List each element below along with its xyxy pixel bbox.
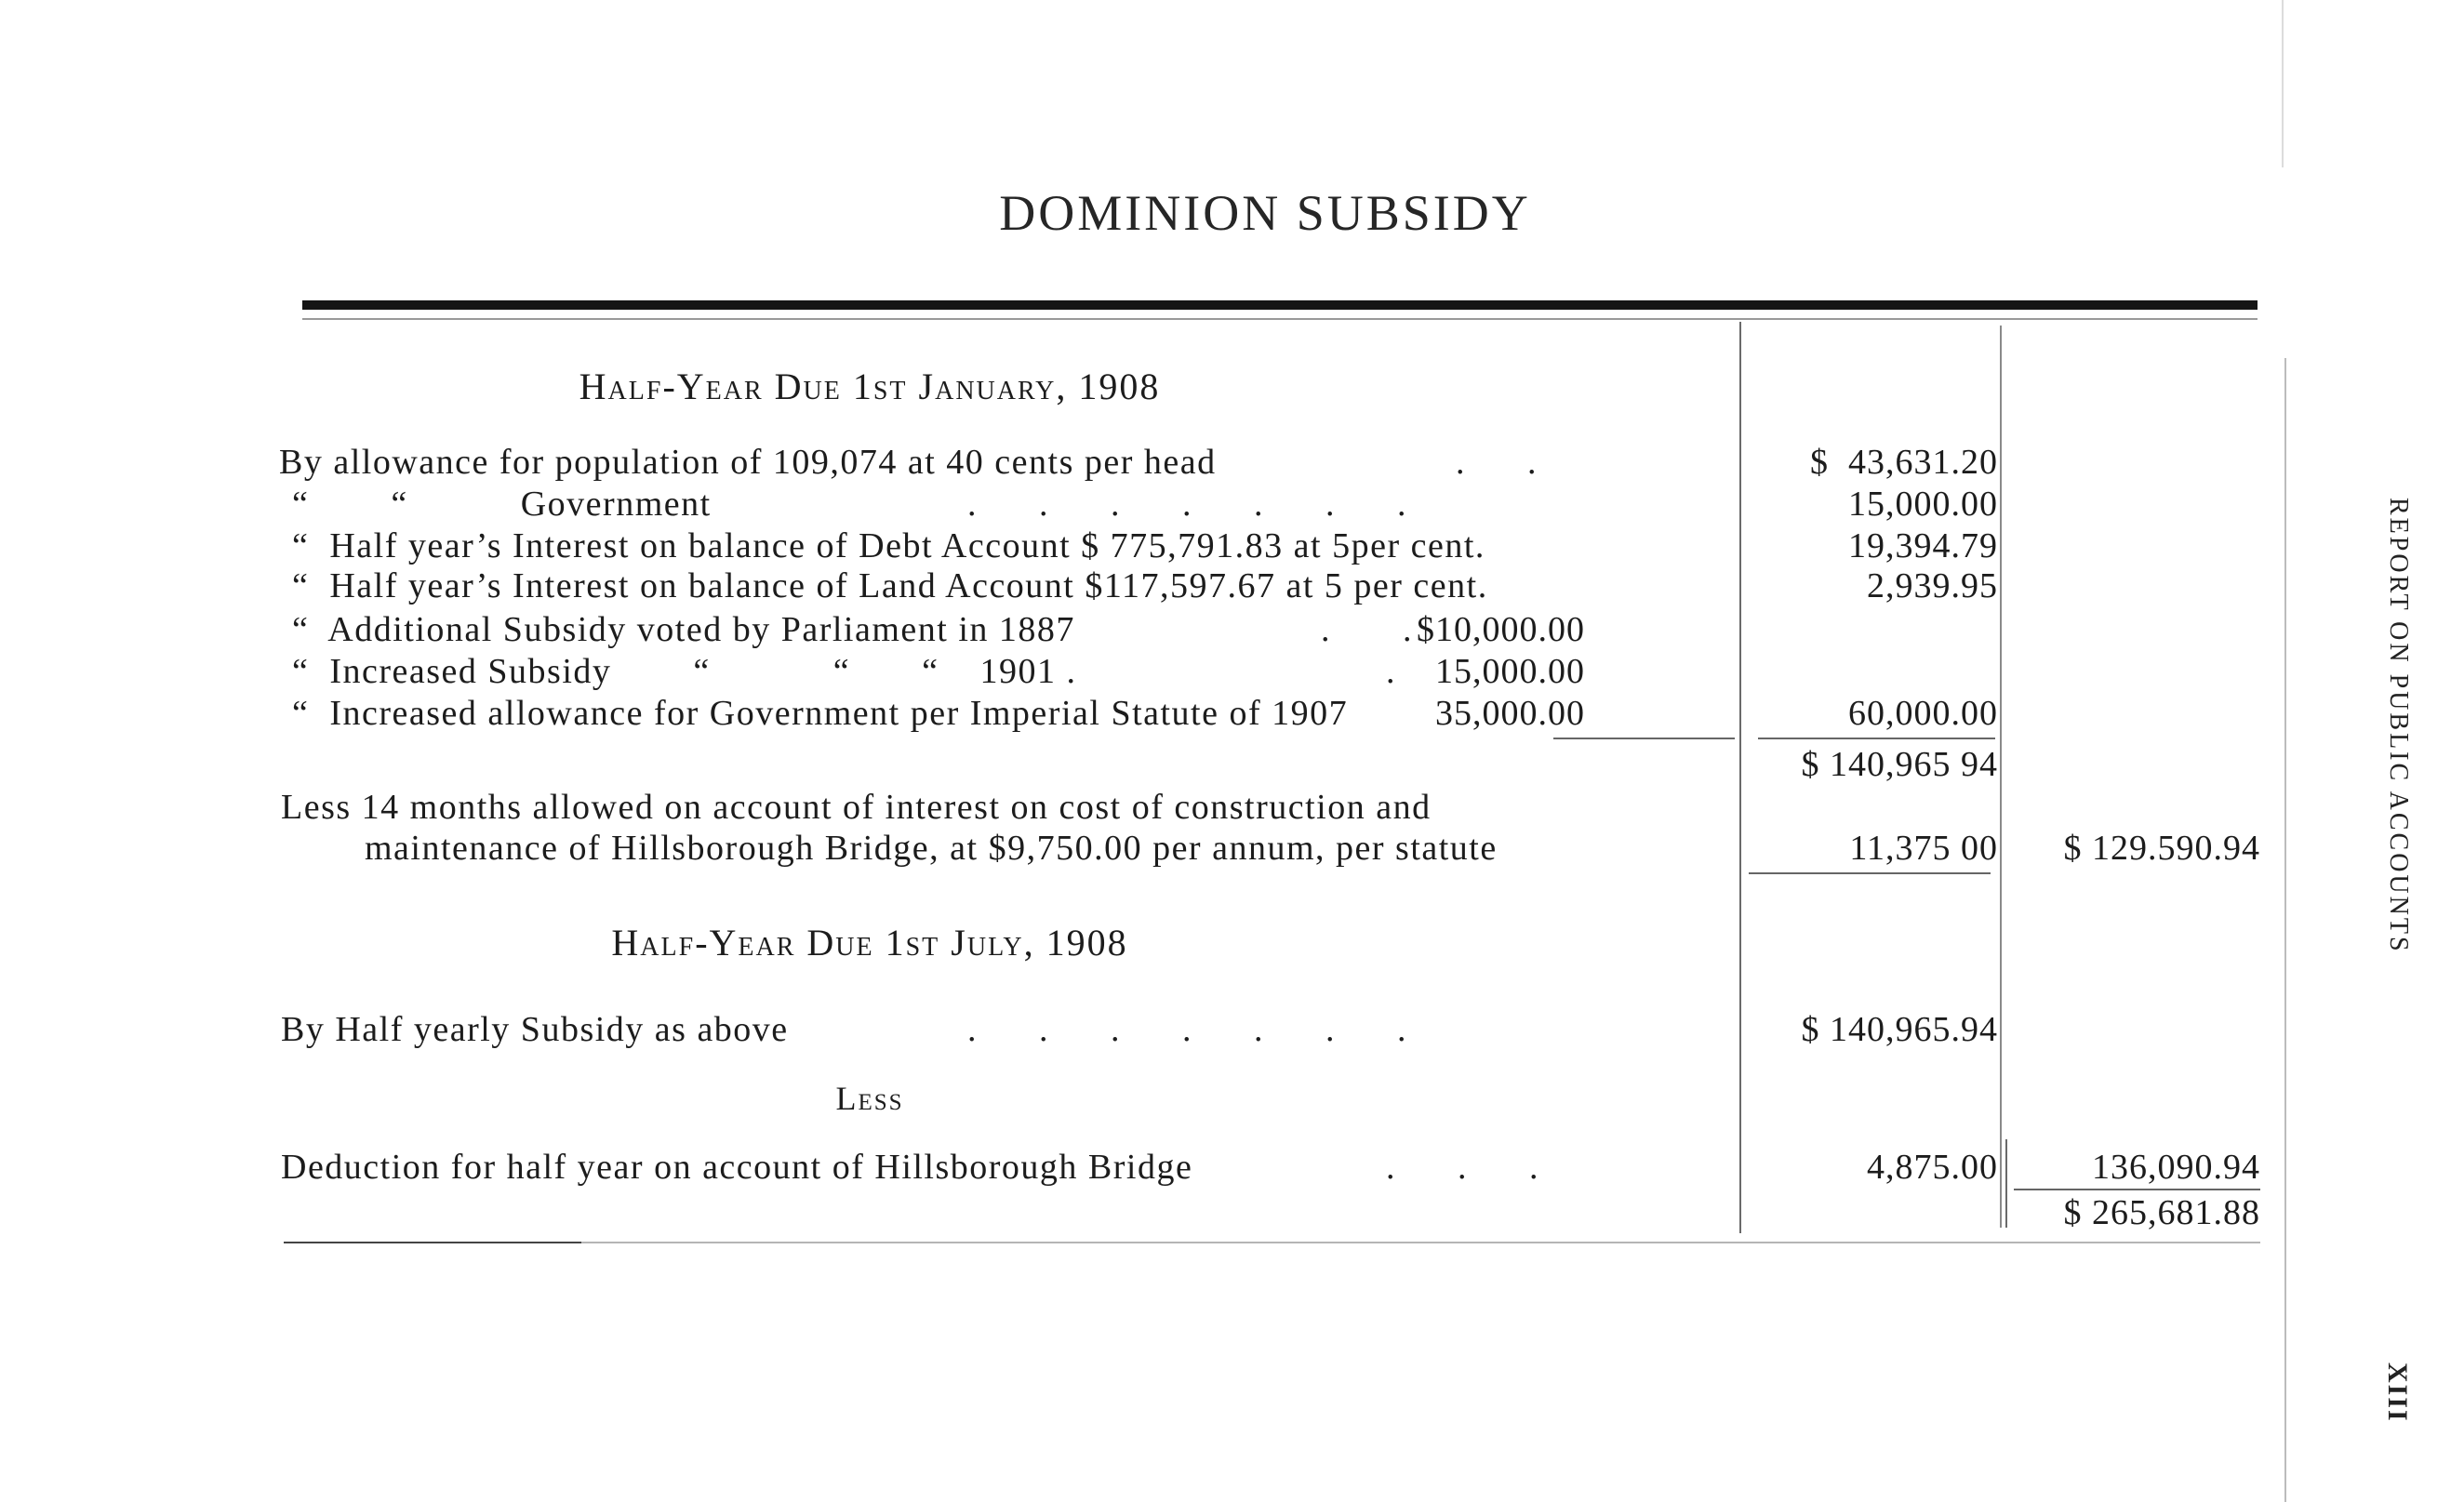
less-line-1: Less 14 months allowed on account of interest on cost of construction and bbox=[281, 788, 1432, 827]
row-government-amount: 15,000.00 bbox=[1848, 485, 1998, 524]
row-increased-subsidy-text: “ Increased Subsidy “ “ “ 1901 . bbox=[292, 652, 1077, 691]
row-increased-allowance-inner: 35,000.00 bbox=[1435, 694, 1585, 733]
less-heading: Less bbox=[835, 1080, 904, 1117]
bottom-rule-light bbox=[581, 1242, 2260, 1243]
row-population-text: By allowance for population of 109,074 at 40 cents per head bbox=[279, 443, 1217, 482]
row-increased-subsidy-inner: 15,000.00 bbox=[1435, 652, 1585, 691]
half-yearly-subsidy-text: By Half yearly Subsidy as above bbox=[281, 1010, 789, 1049]
row-government-dots: . . . . . . . bbox=[967, 485, 1407, 524]
row-additional-subsidy-dots: . . bbox=[1321, 610, 1413, 649]
column-rule-total-left bbox=[2005, 1139, 2007, 1228]
row-government-text: “ “ Government bbox=[292, 485, 712, 524]
title-thin-rule bbox=[302, 318, 2258, 320]
section1-subtotal: $ 140,965 94 bbox=[1801, 745, 1998, 784]
amount-column-underline bbox=[1758, 738, 1995, 739]
section2-net-total: 136,090.94 bbox=[2092, 1148, 2260, 1187]
deduction-dots: . . . bbox=[1386, 1148, 1539, 1187]
row-population-amount: $ 43,631.20 bbox=[1810, 443, 1998, 482]
right-margin-rule bbox=[2284, 358, 2286, 1502]
row-increased-subsidy-dots: . bbox=[1386, 652, 1396, 691]
deduction-amount: 4,875.00 bbox=[1867, 1148, 1998, 1187]
page-title: DOMINION SUBSIDY bbox=[999, 185, 1531, 241]
title-thick-rule bbox=[302, 300, 2258, 310]
section-heading-july: Half-Year Due 1st July, 1908 bbox=[611, 922, 1128, 964]
page-edge-rule bbox=[2282, 0, 2284, 167]
inner-column-underline bbox=[1553, 738, 1735, 739]
page-number: XIII bbox=[2382, 1362, 2413, 1423]
section-heading-january: Half-Year Due 1st January, 1908 bbox=[579, 366, 1161, 407]
half-yearly-subsidy-amount: $ 140,965.94 bbox=[1801, 1010, 1998, 1049]
deduction-text: Deduction for half year on account of Hillsborough Bridge bbox=[281, 1148, 1193, 1187]
grand-total: $ 265,681.88 bbox=[2063, 1193, 2260, 1232]
bottom-rule-dark bbox=[284, 1242, 581, 1243]
total-column-underline bbox=[2014, 1189, 2260, 1190]
row-increased-allowance-text: “ Increased allowance for Government per Imperial Statute of 1907 bbox=[292, 694, 1349, 733]
row-population-dots: . . bbox=[1456, 443, 1538, 482]
row-land-interest-text: “ Half year’s Interest on balance of Land Account $117,597.67 at 5 per cent. bbox=[292, 566, 1488, 605]
row-debt-interest-amount: 19,394.79 bbox=[1848, 526, 1998, 565]
column-rule-amount-right bbox=[2000, 326, 2002, 1228]
row-debt-interest-text: “ Half year’s Interest on balance of Debt Account $ 775,791.83 at 5per cent. bbox=[292, 526, 1485, 565]
half-yearly-subsidy-dots: . . . . . . . bbox=[967, 1010, 1407, 1049]
running-head: REPORT ON PUBLIC ACCOUNTS bbox=[2384, 498, 2413, 954]
row-additional-subsidy-inner: $10,000.00 bbox=[1417, 610, 1585, 649]
section1-net-total: $ 129.590.94 bbox=[2063, 829, 2260, 868]
row-land-interest-amount: 2,939.95 bbox=[1867, 566, 1998, 605]
less-amount: 11,375 00 bbox=[1849, 829, 1998, 868]
row-additional-subsidy-text: “ Additional Subsidy voted by Parliament in 1887 bbox=[292, 610, 1075, 649]
row-increased-allowance-amount: 60,000.00 bbox=[1848, 694, 1998, 733]
column-rule-amount-left bbox=[1739, 322, 1741, 1233]
less-amount-underline bbox=[1749, 872, 1991, 874]
less-line-2: maintenance of Hillsborough Bridge, at $9,750.00 per annum, per statute bbox=[365, 829, 1498, 868]
